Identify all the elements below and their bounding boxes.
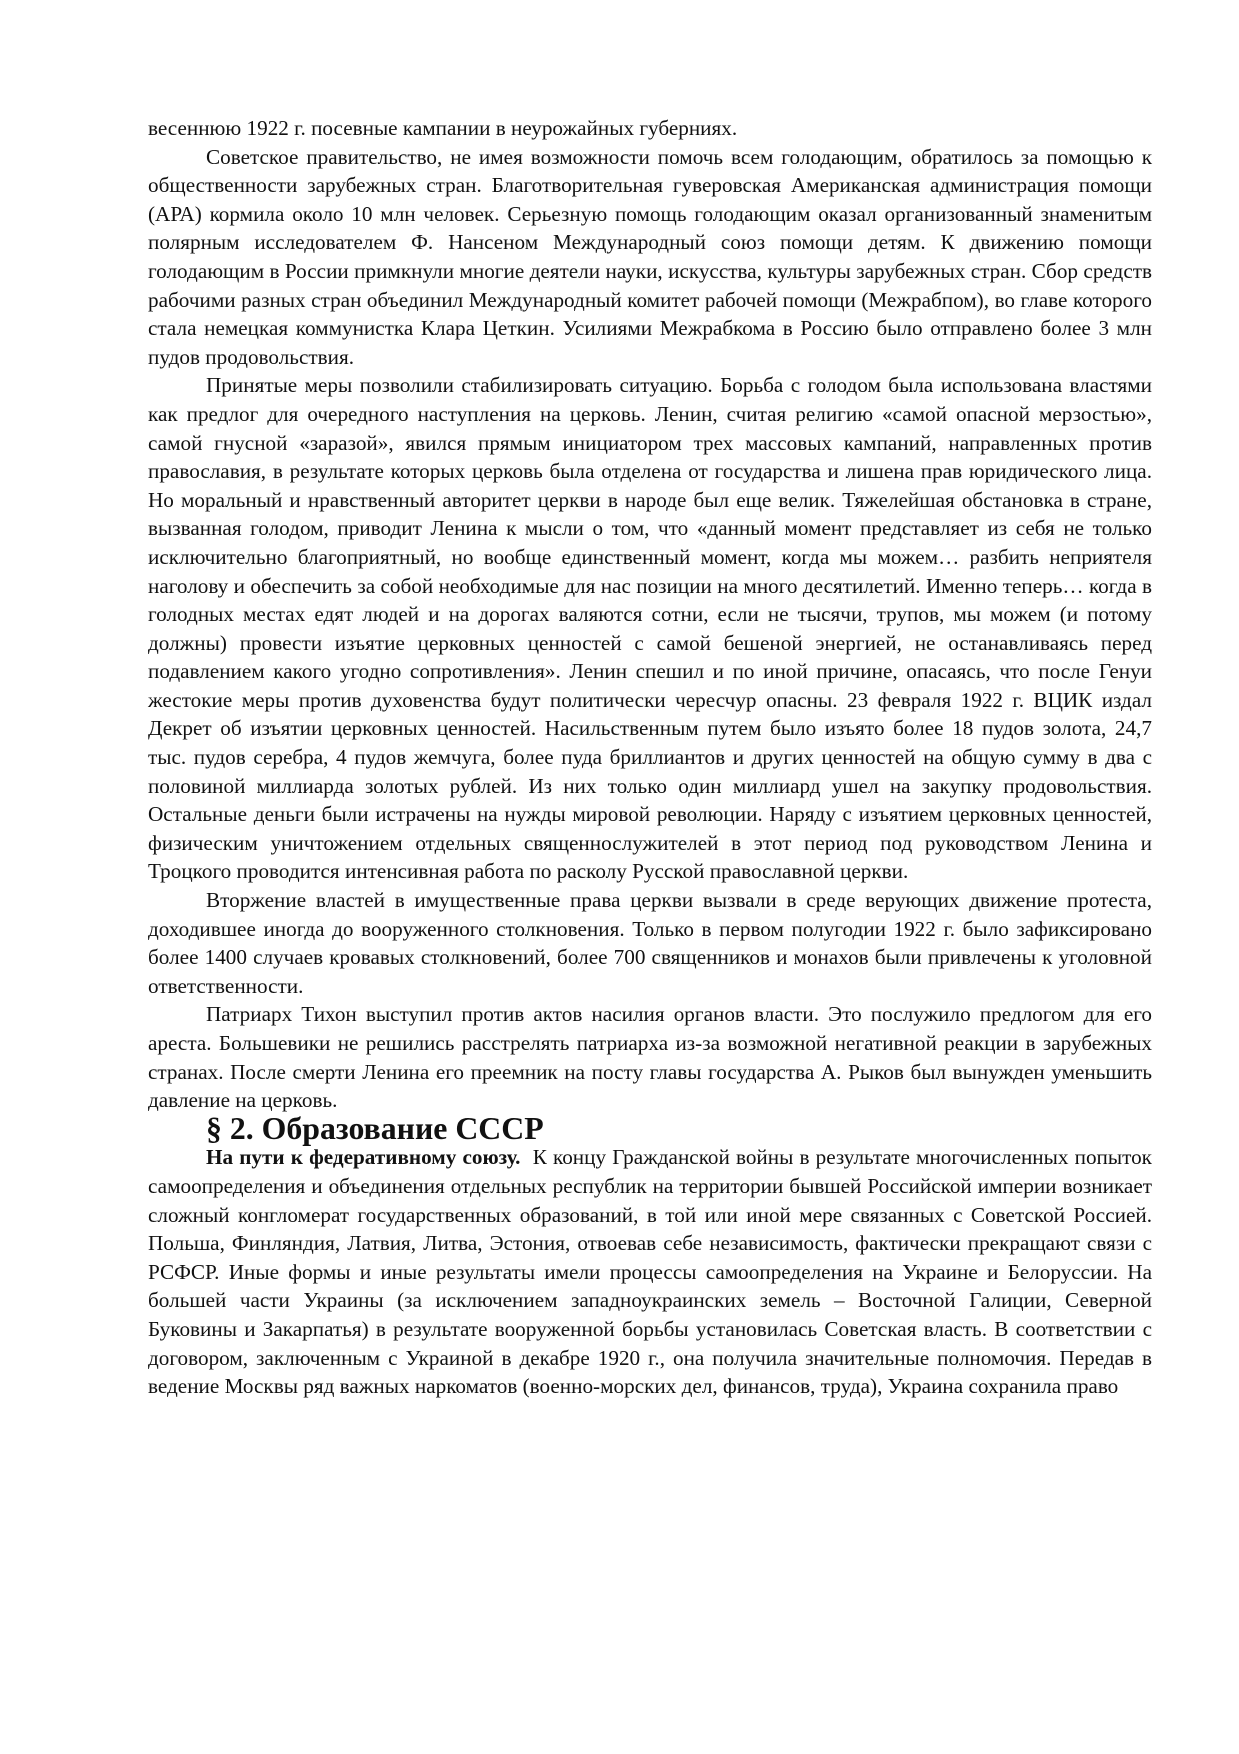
section-body: К концу Гражданской войны в результате многочисленных попыток самоопределения и объединения отдельных республик на территории бывшей Российской империи возникает сложный конгломерат государственных образований, в той или иной мере связанных с Советской Россией. Польша, Финляндия, Латвия, Литва, Эстония, отвоевав себе независимость, фактически прекращают связи с РСФСР. Иные формы и иные результаты имели процессы самоопределения на Украине и Белоруссии. На большей части Украины (за исключением западноукраинских земель – Восточной Галиции, Северной Буковины и Закарпатья) в результате вооруженной борьбы установилась Советская власть. В соответствии с договором, заключенным с Украиной в декабре 1920 г., она получила значительные полномочия. Передав в ведение Москвы ряд важных наркоматов (военно-морских дел, финансов, труда), Украина сохранила право: [148, 1145, 1152, 1399]
paragraph-church-campaign: Принятые меры позволили стабилизировать ситуацию. Борьба с голодом была использована властями как предлог для очередного наступления на церковь. Ленин, считая религию «самой опасной мерзостью», самой гнусной «заразой», явился прямым инициатором трех массовых кампаний, направленных против православия, в результате которых церковь была отделена от государства и лишена прав юридического лица. Но моральный и нравственный авторитет церкви в народе был еще велик. Тяжелейшая обстановка в стране, вызванная голодом, приводит Ленина к мысли о том, что «данный момент представляет из себя не только исключительно благоприятный, но вообще единственный момент, когда мы можем… разбить неприятеля наголову и обеспечить за собой необходимые для нас позиции на много десятилетий. Именно теперь… когда в голодных местах едят людей и на дорогах валяются сотни, если не тысячи, трупов, мы можем (и потому должны) провести изъятие церковных ценностей с самой бешеной энергией, не останавливаясь перед подавлением какого угодно сопротивления». Ленин спешил и по иной причине, опасаясь, что после Генуи жестокие меры против духовенства будут политически чересчур опасны. 23 февраля 1922 г. ВЦИК издал Декрет об изъятии церковных ценностей. Насильственным путем было изъято более 18 пудов золота, 24,7 тыс. пудов серебра, 4 пудов жемчуга, более пуда бриллиантов и других ценностей на общую сумму в два с половиной миллиарда золотых рублей. Из них только один миллиард ушел на закупку продовольствия. Остальные деньги были истрачены на нужды мировой революции. Наряду с изъятием церковных ценностей, физическим уничтожением отдельных священнослужителей в этот период под руководством Ленина и Троцкого проводится интенсивная работа по расколу Русской православной церкви.: [148, 373, 1152, 884]
paragraph-federation: [148, 1143, 1152, 1400]
section-title: § 2. Образование СССР: [206, 1110, 544, 1146]
paragraph-continuation: весеннюю 1922 г. посевные кампании в неурожайных губерниях.: [148, 116, 738, 140]
section-lead: На пути к федеративному союзу.: [206, 1145, 521, 1170]
paragraph-believers-protest: Вторжение властей в имущественные права церкви вызвали в среде верующих движение протеста, доходившее иногда до вооруженного столкновения. Только в первом полугодии 1922 г. было зафиксировано более 1400 случаев кровавых столкновений, более 700 священников и монахов были привлечены к уголовной ответственности.: [148, 888, 1152, 998]
document-page: [148, 114, 1152, 1401]
paragraph-patriarch-tikhon: Патриарх Тихон выступил против актов насилия органов власти. Это послужило предлогом для его ареста. Большевики не решились расстрелять патриарха из-за возможной негативной реакции в зарубежных странах. После смерти Ленина его преемник на посту главы государства А. Рыков был вынужден уменьшить давление на церковь.: [148, 1002, 1152, 1113]
paragraph-foreign-aid: Советское правительство, не имея возможности помочь всем голодающим, обратилось за помощью к общественности зарубежных стран. Благотворительная гуверовская Американская администрация помощи (АРА) кормила около 10 млн человек. Серьезную помощь голодающим оказал организованный знаменитым полярным исследователем Ф. Нансеном Международный союз помощи детям. К движению помощи голодающим в России примкнули многие деятели науки, искусства, культуры зарубежных стран. Сбор средств рабочими разных стран объединил Международный комитет рабочей помощи (Межрабпом), во главе которого стала немецкая коммунистка Клара Цеткин. Усилиями Межрабкома в Россию было отправлено более 3 млн пудов продовольствия.: [148, 144, 1152, 369]
